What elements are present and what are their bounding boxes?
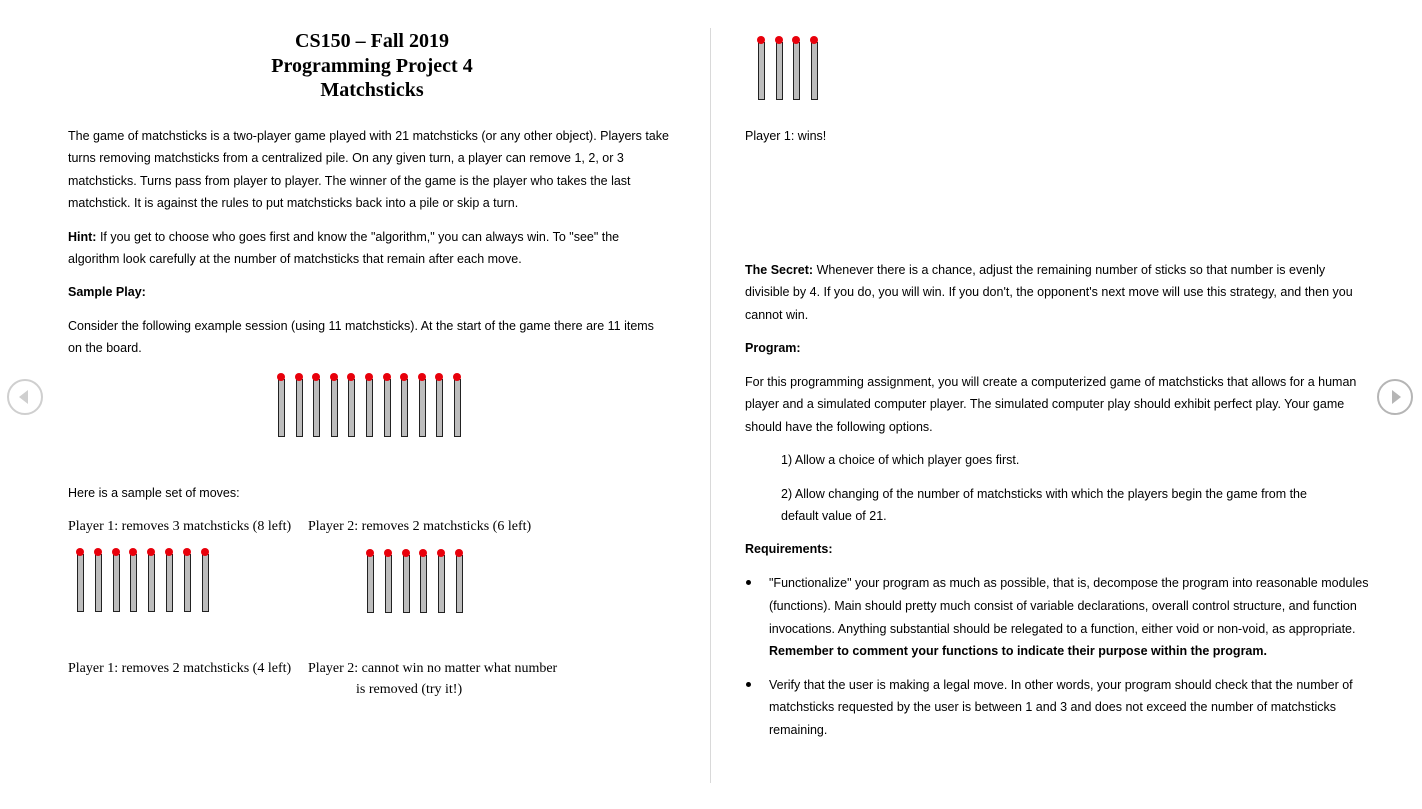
matchstick-body [776, 42, 783, 100]
matchstick-head [201, 548, 209, 556]
matchstick [76, 548, 84, 614]
matchstick-body [95, 554, 102, 612]
matchstick-body [184, 554, 191, 612]
matchstick-head [112, 548, 120, 556]
matchstick [183, 548, 191, 614]
sample-moves-intro: Here is a sample set of moves: [68, 486, 240, 500]
secret-paragraph [745, 259, 1355, 326]
matchstick-row-move-2 [366, 549, 476, 615]
matchstick-row-move-1 [76, 548, 216, 614]
matchstick [94, 548, 102, 614]
program-paragraph: For this programming assignment, you will create a computerized game of matchsticks that allows for a human player and a simulated computer player. The simulated computer play should exhibit perfect play. Your game should have the following options. [745, 375, 1357, 434]
matchstick [347, 373, 355, 439]
matchstick [165, 548, 173, 614]
matchstick-body [456, 555, 463, 613]
requirement-1-emphasis: Remember to comment your functions to indicate their purpose within the program. [769, 643, 1267, 658]
matchstick-head [183, 548, 191, 556]
matchstick-head [277, 373, 285, 381]
matchstick-body [811, 42, 818, 100]
matchstick-body [385, 555, 392, 613]
matchstick-body [384, 379, 391, 437]
option-1: 1) Allow a choice of which player goes first. [781, 453, 1020, 467]
matchstick-body [278, 379, 285, 437]
matchstick [383, 373, 391, 439]
matchstick-body [366, 379, 373, 437]
matchstick [112, 548, 120, 614]
matchstick-body [367, 555, 374, 613]
matchstick-body [296, 379, 303, 437]
matchstick-head [453, 373, 461, 381]
matchstick-body [401, 379, 408, 437]
matchstick-head [402, 549, 410, 557]
matchstick-head [365, 373, 373, 381]
matchstick [453, 373, 461, 439]
matchstick-body [348, 379, 355, 437]
hint-text: If you get to choose who goes first and know the "algorithm," you can always win. To "see" the algorithm look carefully at the number of matchsticks that remain after each move. [68, 230, 620, 267]
matchstick [435, 373, 443, 439]
title-line-project: Programming Project 4 [271, 54, 473, 77]
sample-play-heading: Sample Play: [68, 285, 146, 299]
requirement-2: Verify that the user is making a legal move. In other words, your program should check that the number of matchsticks requested by the user is between 1 and 3 and does not exceed the number of matchsticks remaining. [769, 678, 1353, 737]
program-heading: Program: [745, 341, 801, 355]
matchstick-head [76, 548, 84, 556]
matchstick-head [165, 548, 173, 556]
title-line-course: CS150 – Fall 2019 [295, 30, 449, 52]
matchstick [418, 373, 426, 439]
option-2: 2) Allow changing of the number of matchsticks with which the players begin the game from the default value of 21. [781, 487, 1307, 524]
matchstick-body [77, 554, 84, 612]
hint-label: Hint: [68, 230, 97, 244]
matchstick [277, 373, 285, 439]
winner-text: Player 1: wins! [745, 129, 827, 143]
matchstick-body [130, 554, 137, 612]
matchstick [775, 36, 783, 102]
matchstick-head [383, 373, 391, 381]
chevron-left-icon [19, 390, 28, 404]
matchstick-body [331, 379, 338, 437]
matchstick-body [454, 379, 461, 437]
matchstick-head [94, 548, 102, 556]
matchstick [201, 548, 209, 614]
matchstick [757, 36, 765, 102]
matchstick [365, 373, 373, 439]
document-page-left [0, 0, 710, 809]
matchstick [366, 549, 374, 615]
move-4-text-line-1: Player 2: cannot win no matter what number [308, 661, 558, 676]
previous-page-button[interactable] [7, 379, 43, 415]
matchstick [455, 549, 463, 615]
matchstick-body [793, 42, 800, 100]
secret-label: The Secret: [745, 263, 814, 277]
requirement-1: "Functionalize" your program as much as possible, that is, decompose the program into reasonable modules (functions). Main should pretty much consist of variable declarations, overall control structure, and function invocations. Anything substantial should be relegated to a function, either void or non-void, as appropriate. Remember to comment your functions to indicate their purpose within the program. [769, 572, 1422, 662]
matchstick-body [113, 554, 120, 612]
matchstick [330, 373, 338, 439]
matchstick-body [420, 555, 427, 613]
matchstick [810, 36, 818, 102]
matchstick [792, 36, 800, 102]
matchstick-head [295, 373, 303, 381]
matchstick-body [438, 555, 445, 613]
matchstick-head [810, 36, 818, 44]
matchstick-head [775, 36, 783, 44]
matchstick-body [758, 42, 765, 100]
matchstick [400, 373, 408, 439]
hint-paragraph [68, 226, 668, 271]
matchstick-row-final [757, 36, 827, 102]
move-3-text: Player 1: removes 2 matchsticks (4 left) [68, 661, 292, 676]
matchstick [129, 548, 137, 614]
move-2-text: Player 2: removes 2 matchsticks (6 left) [308, 519, 532, 534]
matchstick-head [418, 373, 426, 381]
secret-text: Whenever there is a chance, adjust the remaining number of sticks so that number is evenly divisible by 4. If you do, you will win. If you don't, the opponent's next move will use this strategy, and then you cannot win. [745, 263, 1353, 322]
matchstick [437, 549, 445, 615]
matchstick-body [403, 555, 410, 613]
requirements-heading: Requirements: [745, 542, 833, 556]
matchstick-head [330, 373, 338, 381]
matchstick-row-initial [277, 373, 467, 439]
matchstick [402, 549, 410, 615]
matchstick [419, 549, 427, 615]
matchstick [312, 373, 320, 439]
move-4-text-line-2: is removed (try it!) [356, 682, 463, 697]
matchstick-body [313, 379, 320, 437]
matchstick [147, 548, 155, 614]
matchstick-body [148, 554, 155, 612]
document-page-right [711, 0, 1422, 809]
matchstick-head [366, 549, 374, 557]
matchstick-body [166, 554, 173, 612]
matchstick-body [202, 554, 209, 612]
title-line-topic: Matchsticks [320, 79, 424, 101]
matchstick-body [419, 379, 426, 437]
bullet-icon [746, 580, 751, 585]
intro-paragraph: The game of matchsticks is a two-player game played with 21 matchsticks (or any other object). Players take turns removing matchsticks from a centralized pile. On any given turn, a player can remove 1, 2, or 3 matchsticks. Turns pass from player to player. The winner of the game is the player who takes the last matchstick. It is against the rules to put matchsticks back into a pile or skip a turn. [68, 129, 669, 210]
matchstick-head [455, 549, 463, 557]
matchstick-body [436, 379, 443, 437]
matchstick [384, 549, 392, 615]
bullet-icon [746, 682, 751, 687]
matchstick-head [384, 549, 392, 557]
document-title [222, 29, 522, 103]
matchstick [295, 373, 303, 439]
matchstick-head [757, 36, 765, 44]
example-paragraph: Consider the following example session (using 11 matchsticks). At the start of the game there are 11 items on the board. [68, 319, 654, 356]
chevron-right-icon [1392, 390, 1401, 404]
next-page-button[interactable] [1377, 379, 1413, 415]
move-1-text: Player 1: removes 3 matchsticks (8 left) [68, 519, 292, 534]
